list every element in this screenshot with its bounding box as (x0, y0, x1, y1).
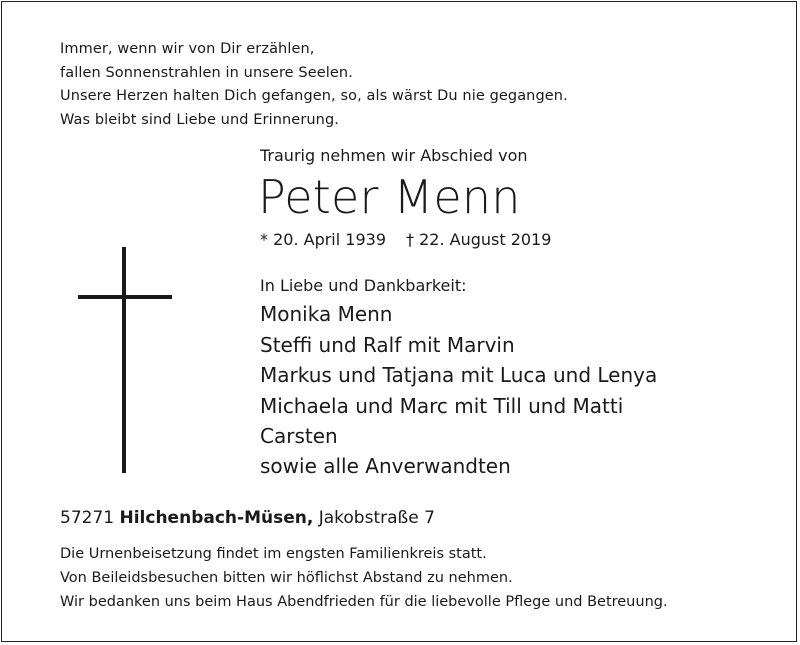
note-line: Wir bedanken uns beim Haus Abendfrieden für die liebevolle Pflege und Betreuung. (60, 594, 668, 610)
funeral-notes (60, 542, 668, 614)
mourner-name: Carsten (260, 424, 338, 448)
mourners-list (260, 299, 657, 452)
mourner-name: Steffi und Ralf mit Marvin (260, 332, 515, 357)
address-street: Jakobstraße 7 (318, 508, 435, 528)
address-town: Hilchenbach-Müsen, (119, 508, 314, 528)
mourner-name: Michaela und Marc mit Till und Matti (260, 393, 624, 418)
cross-icon (122, 247, 126, 473)
cross-icon-bar (78, 295, 172, 299)
relatives-line: sowie alle Anverwandten (260, 454, 511, 478)
mourner-name: Markus und Tatjana mit Luca und Lenya (260, 363, 658, 387)
poem (60, 38, 568, 132)
poem-line: fallen Sonnenstrahlen in unsere Seelen. (60, 64, 353, 81)
poem-line: Unsere Herzen halten Dich gefangen, so, als wärst Du nie gegangen. (60, 88, 568, 104)
deceased-name: Peter Menn (258, 170, 521, 224)
poem-line: Immer, wenn wir von Dir erzählen, (60, 41, 315, 57)
life-dates (260, 230, 551, 249)
family-address (60, 508, 435, 528)
birth-date: * 20. April 1939 (260, 230, 386, 249)
death-date: † 22. August 2019 (406, 230, 552, 249)
address-postcode: 57271 (60, 508, 115, 528)
note-line: Die Urnenbeisetzung findet im engsten Familienkreis statt. (60, 546, 487, 562)
family-heading: In Liebe und Dankbarkeit: (260, 276, 467, 295)
note-line: Von Beileidsbesuchen bitten wir höflichst Abstand zu nehmen. (60, 570, 513, 586)
mourner-name: Monika Menn (260, 302, 393, 326)
poem-line: Was bleibt sind Liebe und Erinnerung. (60, 111, 339, 128)
obituary-notice (1, 1, 797, 642)
farewell-intro: Traurig nehmen wir Abschied von (260, 146, 528, 165)
